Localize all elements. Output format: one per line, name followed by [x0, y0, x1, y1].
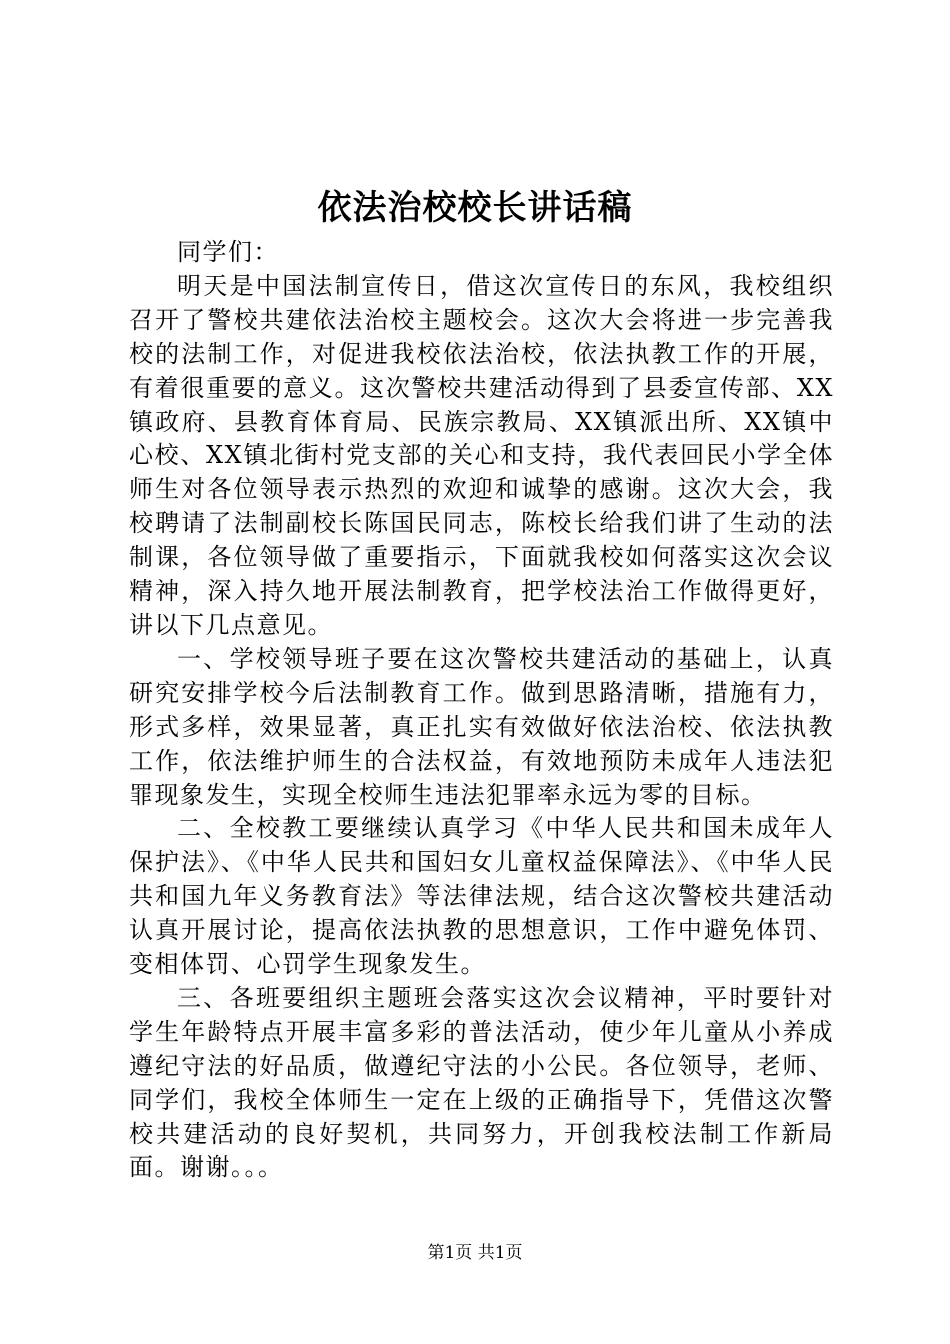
point-one-paragraph: 一、学校领导班子要在这次警校共建活动的基础上，认真研究安排学校今后法制教育工作。做到思路清晰，措施有力，形式多样，效果显著，真正扎实有效做好依法治校、依法执教工作，依法维护师生的合法权益，有效地预防未成年人违法犯罪现象发生，实现全校师生违法犯罪率永远为零的目标。 [129, 644, 834, 809]
page-number-footer: 第1页 共1页 [427, 1243, 523, 1263]
point-three-paragraph: 三、各班要组织主题班会落实这次会议精神，平时要针对学生年龄特点开展丰富多彩的普法活动，使少年儿童从小养成遵纪守法的好品质，做遵纪守法的小公民。各位领导，老师、同学们，我校全体师生一定在上级的正确指导下，凭借这次警校共建活动的良好契机，共同努力，开创我校法制工作新局面。谢谢。。。 [129, 983, 834, 1182]
document-title: 依法治校校长讲话稿 [317, 188, 633, 228]
point-two-paragraph: 二、全校教工要继续认真学习《中华人民共和国未成年人保护法》、《中华人民共和国妇女儿童权益保障法》、《中华人民共和国九年义务教育法》等法律法规，结合这次警校共建活动认真开展讨论，提高依法执教的思想意识，工作中避免体罚、变相体罚、心罚学生现象发生。 [129, 814, 834, 979]
document-body [129, 236, 834, 1185]
intro-paragraph: 明天是中国法制宣传日，借这次宣传日的东风，我校组织召开了警校共建依法治校主题校会。这次大会将进一步完善我校的法制工作，对促进我校依法治校，依法执教工作的开展，有着很重要的意义。这次警校共建活动得到了县委宣传部、XX镇政府、县教育体育局、民族宗教局、XX镇派出所、XX镇中心校、XX镇北街村党支部的关心和支持，我代表回民小学全体师生对各位领导表示热烈的欢迎和诚挚的感谢。这次大会，我校聘请了法制副校长陈国民同志，陈校长给我们讲了生动的法制课，各位领导做了重要指示，下面就我校如何落实这次会议精神，深入持久地开展法制教育，把学校法治工作做得更好，讲以下几点意见。 [129, 271, 834, 639]
salutation-paragraph: 同学们： [177, 238, 279, 266]
